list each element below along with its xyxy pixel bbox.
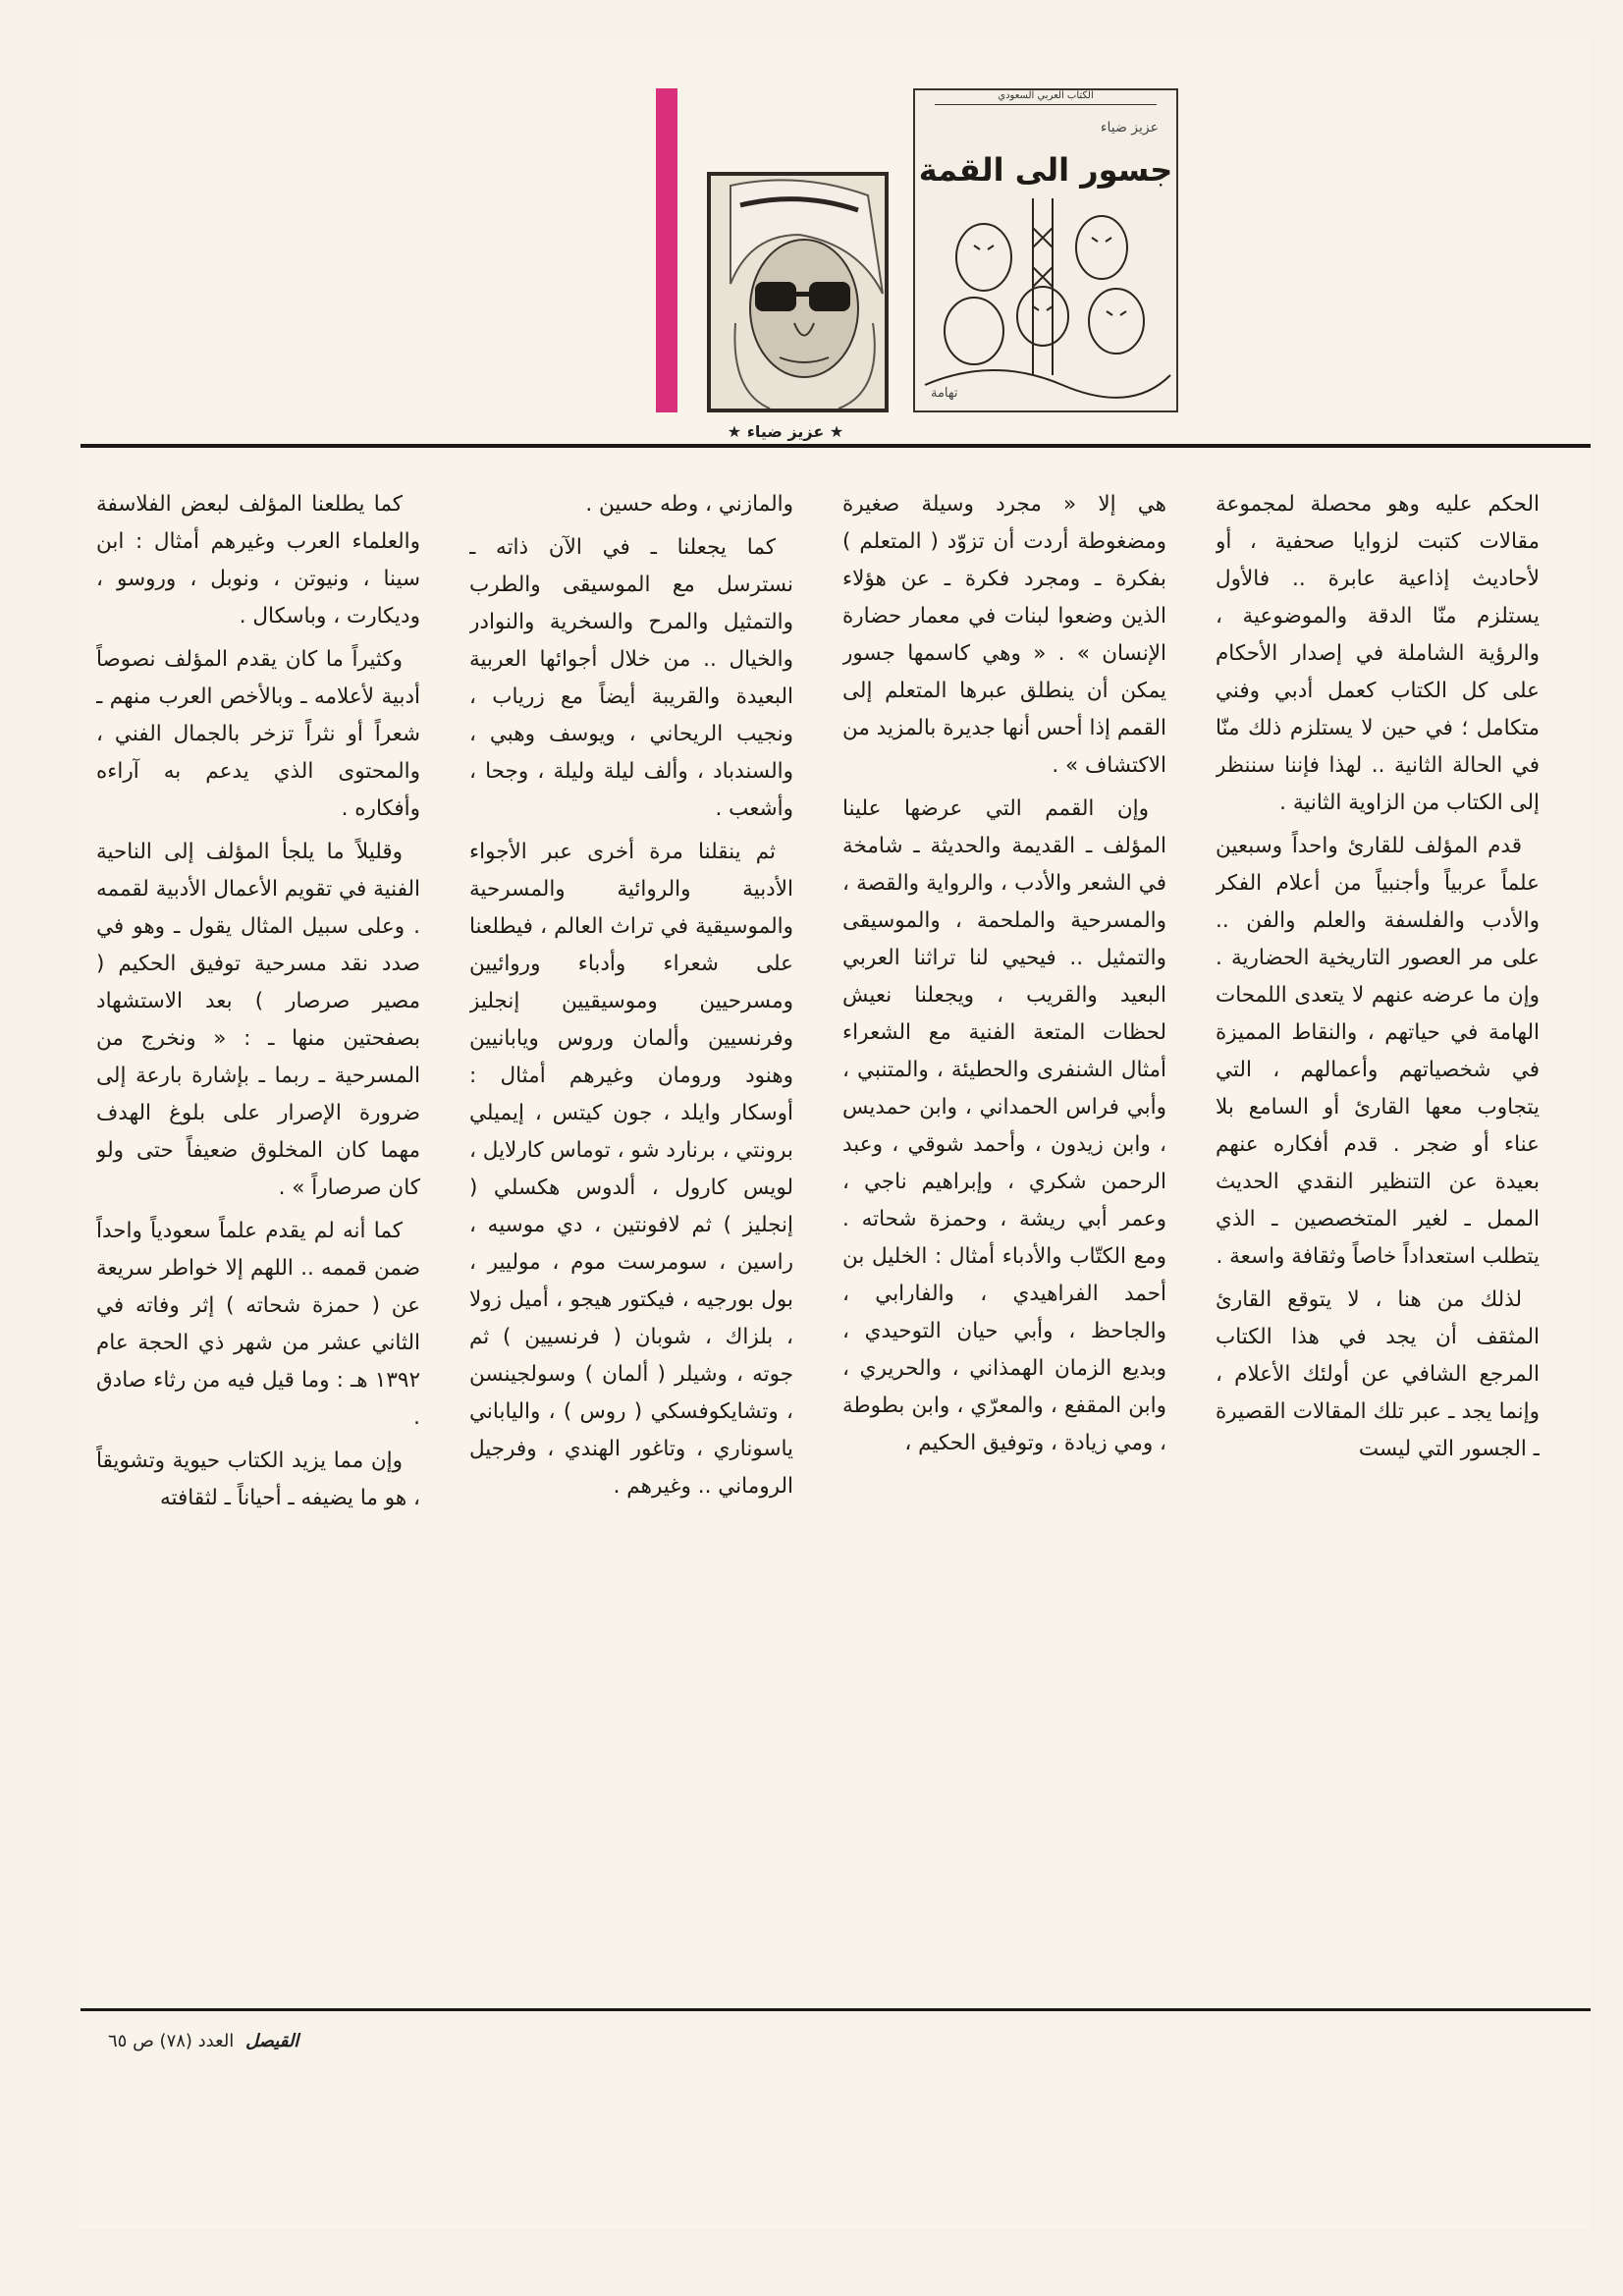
paragraph: وإن مما يزيد الكتاب حيوية وتشويقاً ، هو ما يضيفه ـ أحياناً ـ لثقافته <box>96 1449 420 1510</box>
cover-author: عزيز ضياء <box>1100 120 1159 136</box>
book-cover <box>913 88 1178 412</box>
author-portrait <box>707 172 889 412</box>
cover-illustration <box>915 189 1176 405</box>
color-stripe <box>656 88 677 412</box>
top-rule <box>81 444 1591 448</box>
paragraph: ثم ينقلنا مرة أخرى عبر الأجواء الأدبية والروائية والمسرحية والموسيقية في تراث العالم ، فيطلعنا على شعراء وأدباء وروائيين ومسرحيين وموسيقيين إنجليز وفرنسيين وألمان وروس ويابانيين وهنود ورومان وغيرهم أمثال : أوسكار وايلد ، جون كيتس ، إيميلي برونتي ، برنارد شو ، توماس كارلايل ، لويس كارول ، ألدوس هكسلي ( إنجليز ) ثم لافونتين ، دي موسيه ، راسين ، سومرست موم ، موليير ، بول بورجيه ، فيكتور هيجو ، أميل زولا ، بلزاك ، شوبان ( فرنسيين ) ثم جوته ، وشيلر ( ألمان ) وسولجينسن ، وتشايكوفسكي ( روس ) ، والياباني ياسوناري ، وتاغور الهندي ، وفرجيل الروماني .. وغيرهم . <box>469 840 793 1499</box>
paragraph: الحكم عليه وهو محصلة لمجموعة مقالات كتبت لزوايا صحفية ، أو لأحاديث إذاعية عابرة .. فالأول يستلزم منّا الدقة والموضوعية ، والرؤية الشاملة في إصدار الأحكام على كل الكتاب كعمل أدبي وفني متكامل ؛ في حين لا يستلزم ذلك منّا في الحالة الثانية .. لهذا فإننا سننظر إلى الكتاب من الزاوية الثانية . <box>1216 492 1540 815</box>
paragraph: كما يجعلنا ـ في الآن ذاته ـ نسترسل مع الموسيقى والطرب والتمثيل والمرح والسخرية والنوادر والخيال .. من خلال أجوائها العربية البعيدة والقريبة أيضاً مع زرياب ، ونجيب الريحاني ، ويوسف وهبي ، والسندباد ، وألف ليلة وليلة ، وجحا ، وأشعب . <box>469 535 793 821</box>
paragraph: وقليلاً ما يلجأ المؤلف إلى الناحية الفنية في تقويم الأعمال الأدبية لقممه . وعلى سبيل المثال يقول ـ وهو في صدد نقد مسرحية توفيق الحكيم ( مصير صرصار ) بعد الاستشهاد بصفحتين منها ـ : « ونخرج من المسرحية ـ ربما ـ بإشارة بارعة إلى ضرورة الإصرار على بلوغ الهدف مهما كان المخلوق ضعيفاً حتى ولو كان صرصاراً » . <box>96 840 420 1200</box>
paragraph: كما أنه لم يقدم علماً سعودياً واحداً ضمن قممه .. اللهم إلا خواطر سريعة عن ( حمزة شحاته ) إثر وفاته في الثاني عشر من شهر ذي الحجة عام ١٣٩٢ هـ : وما قيل فيه من رثاء صادق . <box>96 1219 420 1430</box>
paragraph: وإن القمم التي عرضها علينا المؤلف ـ القديمة والحديثة ـ شامخة في الشعر والأدب ، والرواية والقصة ، والمسرحية والملحمة ، والموسيقى والتمثيل .. فيحيي لنا تراثنا العربي البعيد والقريب ، ويجعلنا نعيش لحظات المتعة الفنية مع الشعراء أمثال الشنفرى والحطيئة ، والمتنبي ، وأبي فراس الحمداني ، وابن حمديس ، وابن زيدون ، وأحمد شوقي ، وعبد الرحمن شكري ، وإبراهيم ناجي ، وعمر أبي ريشة ، وحمزة شحاته . ومع الكتّاب والأدباء أمثال : الخليل بن أحمد الفراهيدي ، والفارابي ، والجاحظ ، وأبي حيان التوحيدي ، وبديع الزمان الهمذاني ، والحريري ، وابن المقفع ، والمعرّي ، وابن بطوطة ، ومي زيادة ، وتوفيق الحكيم ، <box>842 796 1166 1455</box>
article-column-1 <box>1216 486 1540 1998</box>
article-column-4 <box>96 486 420 1998</box>
cover-series: الكتاب العربي السعودي <box>935 90 1157 105</box>
paragraph: والمازني ، وطه حسين . <box>585 492 793 517</box>
magazine-name: القيصل <box>245 2031 299 2051</box>
paragraph: هي إلا « مجرد وسيلة صغيرة ومضغوطة أردت أن تزوّد ( المتعلم ) بفكرة ـ ومجرد فكرة ـ عن هؤلاء الذين وضعوا لبنات في معمار حضارة الإنسان » . « وهي كاسمها جسور يمكن أن ينطلق عبرها المتعلم إلى القمم إذا أحس أنها جديرة بالمزيد من الاكتشاف » . <box>842 492 1166 778</box>
paragraph: كما يطلعنا المؤلف لبعض الفلاسفة والعلماء العرب وغيرهم أمثال : ابن سينا ، ونيوتن ، ونوبل ، وروسو ، وديكارت ، وباسكال . <box>96 492 420 629</box>
figure-caption: ★ عزيز ضياء ★ <box>727 422 844 441</box>
article-column-3 <box>469 486 793 1998</box>
paragraph: قدم المؤلف للقارئ واحداً وسبعين علماً عربياً وأجنبياً من أعلام الفكر والأدب والفلسفة والعلم والفن .. على مر العصور التاريخية الحضارية . وإن ما عرضه عنهم لا يتعدى اللمحات الهامة في حياتهم ، والنقاط المميزة في شخصياتهم وأعمالهم ، التي يتجاوب معها القارئ أو السامع بلا عناء أو ضجر . قدم أفكاره عنهم بعيدة عن التنظير النقدي الحديث الممل ـ لغير المتخصصين ـ الذي يتطلب استعداداً خاصاً وثقافة واسعة . <box>1216 834 1540 1269</box>
cover-publisher: تهامة <box>931 386 958 401</box>
paragraph: لذلك من هنا ، لا يتوقع القارئ المثقف أن يجد في هذا الكتاب المرجع الشافي عن أولئك الأعلام ، وإنما يجد ـ عبر تلك المقالات القصيرة ـ الجسور التي ليست <box>1216 1287 1540 1461</box>
issue-page: العدد (٧٨) ص ٦٥ <box>108 2031 235 2051</box>
article-column-2 <box>842 486 1166 1998</box>
figure <box>638 88 1188 412</box>
paragraph: وكثيراً ما كان يقدم المؤلف نصوصاً أدبية لأعلامه ـ وبالأخص العرب منهم ـ شعراً أو نثراً تزخر بالجمال الفني ، والمحتوى الذي يدعم به آراءه وأفكاره . <box>96 647 420 821</box>
page-footer <box>108 2031 298 2051</box>
article-body <box>96 486 1540 1998</box>
portrait-illustration <box>711 176 885 409</box>
book-title: جسور الى القمة <box>918 151 1173 189</box>
bottom-rule <box>81 2008 1591 2011</box>
